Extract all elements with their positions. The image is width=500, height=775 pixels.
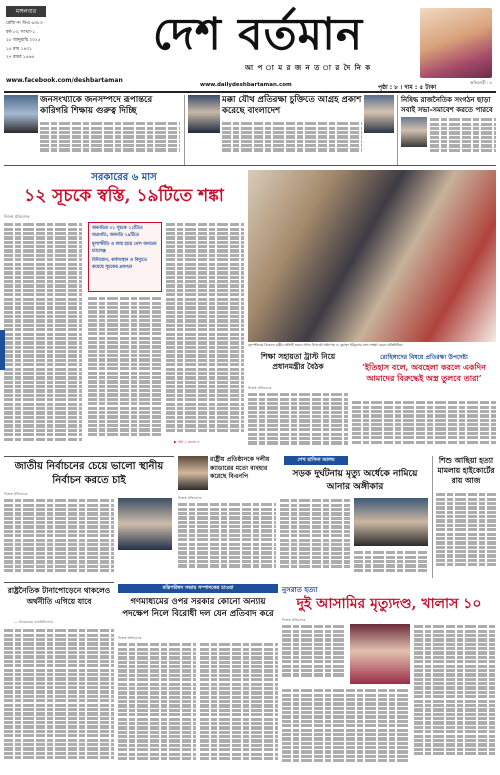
price-info: পৃষ্ঠা : ৮ । দাম : ৫ টাকা: [378, 84, 437, 91]
road-body: [354, 550, 428, 576]
website-link[interactable]: www.dailydeshbartaman.com: [200, 82, 292, 88]
story-headline: নিষিদ্ধ রাজনৈতিক সংগঠন ছাড়া সবাই সভা-সমাবেশ করতে পারবে: [401, 95, 493, 114]
day-badge: [6, 6, 46, 17]
date-line: ২৭ রজব ১৪৪৬: [6, 55, 35, 60]
economy-headline: রাষ্ট্রনৈতিক টানাপোড়েনে থাকলেও অর্থনীতি এগিয়ে যাবে: [7, 586, 111, 606]
murder-body: [282, 688, 410, 768]
ministry-byline: নিজস্ব প্রতিবেদক: [118, 636, 142, 640]
lead-highlight-box: [88, 222, 162, 292]
road-headline: সড়ক দুর্ঘটনায় মৃত্যু অর্ধেকে নামিয়ে আনার অঙ্গীকার: [292, 469, 418, 492]
center-photo-block: [248, 170, 496, 350]
masthead-title: দেশ বর্তমান: [152, 9, 364, 60]
photo-caption: বৃহস্পতিবার বিকেলে রাষ্ট্রীয় অতিথি ভবনে প্রধান উপদেষ্টা অধ্যাপক ড. মুহাম্মদ ইউনূসের সঙ্গে সাক্ষাৎ করেন প্রতিনিধিরা।: [248, 343, 404, 347]
murder-headline: দুই আসামির মৃত্যুদণ্ড, খালাস ১০: [296, 596, 482, 612]
lead-kicker: সরকারের ৬ মাস: [91, 172, 157, 183]
road-kicker: শেখ হাসিনা আলম: [284, 456, 348, 465]
lead-byline: নিজস্ব প্রতিবেদক: [4, 214, 30, 219]
murder-body: [414, 624, 496, 768]
story-photo: [188, 95, 220, 133]
bnp-byline: নিজস্ব প্রতিবেদক: [178, 496, 202, 500]
date-line: ১৫ মাঘ ১৪৩১: [6, 46, 32, 52]
child-headline: শিশু আছিয়া হত্যা মামলায় হাইকোর্টের রায় আজ: [437, 456, 495, 485]
road-story: [280, 456, 496, 578]
section-rule: [4, 582, 114, 583]
top-stories-row: [4, 95, 496, 165]
date-block: [6, 20, 66, 63]
road-body: [280, 498, 350, 576]
column-divider: [432, 456, 433, 578]
story-body: [40, 121, 180, 161]
trust-body: [248, 392, 348, 450]
economy-story: [4, 582, 114, 772]
story-photo: [401, 117, 427, 147]
election-headline: জাতীয় নির্বাচনের চেয়ে ভালো স্থানীয় নির্বাচন করতে চাই: [14, 461, 164, 486]
trust-headline: শিক্ষা সহায়তা ট্রাস্ট নিয়ে প্রধানমন্ত্রীর বৈঠক: [260, 352, 336, 371]
advertisement-photo: [420, 8, 492, 78]
date-line: রেজি নং ডিএ ৬৩৮৩: [6, 21, 43, 26]
rohingya-body: [352, 400, 496, 450]
ministry-story: [118, 582, 278, 772]
section-rule: [4, 456, 174, 457]
section-rule: [4, 165, 496, 166]
continued-link[interactable]: ▶ পৃষ্ঠা ২ কলাম ৩: [174, 440, 200, 444]
masthead-rule: [4, 91, 496, 93]
rohingya-story: [352, 352, 496, 452]
ministry-kicker: মন্ত্রিপরিষদ সভায় সম্পাদকের চাওয়া: [118, 584, 278, 593]
section-tab: [0, 330, 5, 370]
ad-caption: অভিনেত্রী : ৮: [470, 80, 493, 85]
ministry-body: [200, 642, 278, 768]
lead-body: [88, 296, 162, 442]
story-headline: জনসংখ্যাকে জনসম্পদে রূপান্তরে কারিগরি শিক্ষায় গুরুত্ব দিচ্ছি: [40, 95, 153, 116]
lead-body: [4, 222, 82, 442]
economy-body: [4, 628, 114, 768]
story-photo: [354, 498, 428, 546]
column-divider: [397, 95, 398, 165]
ministry-body: [118, 642, 196, 768]
story-photo: [178, 456, 208, 490]
story-photo: [364, 95, 394, 133]
ministry-headline: গণমাধ্যমের ওপর সরকার কোনো অন্যায় পদক্ষেপ নিলে বিরোধী দল যেন প্রতিবাদ করে: [122, 597, 274, 619]
date-line: ২৮ জানুয়ারি ২০২৫: [6, 38, 41, 43]
lead-headline: ১২ সূচকে স্বস্তি, ১৯টিতে শঙ্কা: [24, 186, 224, 206]
election-story: [4, 456, 174, 578]
lead-story: [4, 170, 244, 450]
masthead-slogan: আ প া ম র জ ন ত া র দৈ নি ক: [244, 64, 372, 72]
election-body: [4, 498, 114, 578]
bnp-body: [178, 502, 276, 576]
column-divider: [184, 95, 185, 165]
murder-kicker: নুসরাত হত্যা: [282, 586, 318, 594]
trust-byline: নিজস্ব প্রতিবেদক: [248, 386, 272, 390]
murder-story: [282, 582, 496, 772]
story-headline: মক্কা যৌথ প্রতিরক্ষা চুক্তিতে আগ্রহ প্রকাশ করেছে বাংলাদেশ: [222, 95, 362, 116]
rohingya-kicker: রোহিঙ্গাদের বিষয়ে প্রতিরক্ষা উপদেষ্টা: [380, 354, 468, 361]
rohingya-headline: ‘ইতিহাস বলে, অবহেলা করলে একদিন আমাদের বিরুদ্ধেই অস্ত্র তুলবে তারা’: [362, 362, 486, 383]
day-label: মঙ্গলবার: [15, 8, 37, 15]
lead-body: [166, 222, 244, 442]
story-body: [222, 121, 362, 161]
story-photo: [118, 498, 172, 550]
child-body: [436, 492, 496, 576]
date-line: বর্ষ-১৩, সংখ্যা-১: [6, 29, 35, 35]
murder-byline: নিজস্ব প্রতিবেদক: [282, 618, 306, 622]
election-byline: নিজস্ব প্রতিবেদক: [4, 492, 28, 496]
trust-story: [248, 352, 348, 452]
highlight-item: অবনতির ৩১ সূচকে ১২টিতে অগ্রগতি, অবনতি ১৯টিতে: [92, 226, 143, 238]
story-body: [430, 117, 496, 161]
murder-body: [282, 624, 346, 684]
highlight-item: মূল্যস্ফীতি ও জন্ম হারে গেল অন্যতম চ্যালেঞ্জ: [92, 242, 157, 254]
masthead: [0, 0, 500, 92]
meeting-photo: [248, 170, 496, 342]
story-photo: [4, 95, 38, 133]
bnp-headline: রাষ্ট্রীয় প্রতিষ্ঠানকে দলীয় ক্যাডারের মতো ব্যবহার করেছে বিএনপি: [210, 456, 270, 480]
story-photo: [350, 624, 410, 684]
facebook-link[interactable]: www.facebook.com/deshbartaman: [6, 77, 123, 84]
bnp-story: [178, 456, 276, 578]
highlight-item: বিনিয়োগ, কর্মসংস্থান ও বিদ্যুতে কমেছে সূচকের প্রবণতা: [92, 258, 148, 270]
economy-byline: — আবরারের ডায়রিফিলোর: [14, 620, 54, 624]
